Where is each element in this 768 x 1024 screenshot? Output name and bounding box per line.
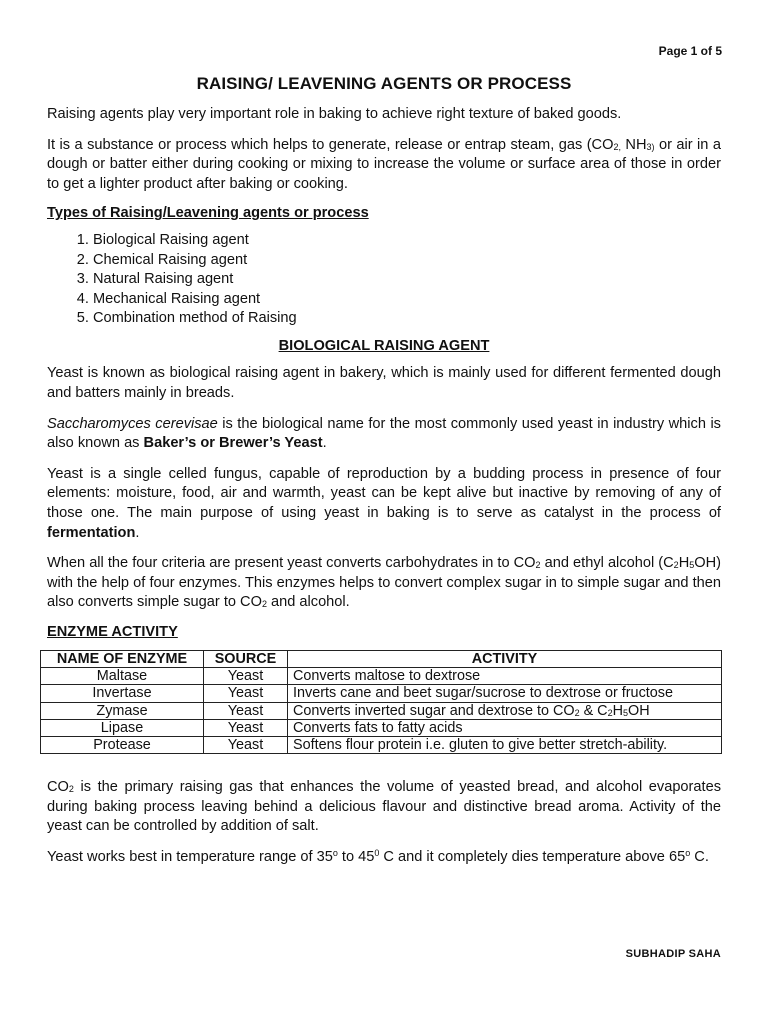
- enzyme-source: Yeast: [204, 685, 288, 702]
- enzyme-source: Yeast: [204, 719, 288, 736]
- bio-paragraph-4: When all the four criteria are present yeast converts carbohydrates in to $CO_2$ and ethyl alcohol $(C_2H_5OH)$ with the help of four enzymes. This enzymes helps to convert complex sugar in to simple sugar and then also converts simple sugar to $CO_2$ and alcohol.: [47, 555, 722, 611]
- page-number: Page 1 of 5: [658, 44, 722, 58]
- page-title: RAISING/ LEAVENING AGENTS OR PROCESS: [196, 74, 572, 93]
- bio-paragraph-1: Yeast is known as biological raising agent in bakery, which is mainly used for different fermented dough and batters mainly in breads.: [47, 365, 721, 401]
- enzyme-source: Yeast: [204, 668, 288, 685]
- enzyme-name: Maltase: [41, 668, 204, 685]
- enzyme-name: Invertase: [41, 685, 204, 702]
- enzyme-source: Yeast: [204, 736, 288, 753]
- temperature-paragraph: Yeast works best in temperature range of 35$^o$ to $45^0$ C and it completely dies temperature above 65$^o$ C.: [47, 847, 709, 865]
- enzyme-activity: Softens flour protein i.e. gluten to give better stretch-ability.: [288, 736, 722, 753]
- intro-paragraph-1: Raising agents play very important role in baking to achieve right texture of baked goods.: [47, 106, 622, 122]
- types-list: [47, 231, 721, 328]
- table-row: [41, 719, 722, 736]
- table-header-row: [41, 650, 722, 667]
- column-header: NAME OF ENZYME: [41, 650, 204, 667]
- enzyme-heading: ENZYME ACTIVITY: [47, 623, 178, 640]
- column-header: ACTIVITY: [288, 650, 722, 667]
- list-item: 4. Mechanical Raising agent: [93, 290, 721, 309]
- document-body: [47, 74, 721, 879]
- bio-paragraph-3: Yeast is a single celled fungus, capable of reproduction by a budding process in presence of four elements: moisture, food, air and warmth, yeast can be kept alive but inactive by removing of any of those one. The main purpose of using yeast in baking is to serve as catalyst in the process of fermentation.: [47, 465, 721, 541]
- enzyme-name: Zymase: [41, 702, 204, 719]
- types-heading: Types of Raising/Leavening agents or process: [47, 205, 369, 222]
- enzyme-activity: Converts inverted sugar and dextrose to $CO_2$ & $C_2H_5OH$: [288, 702, 722, 719]
- co2-paragraph: $CO_2$ is the primary raising gas that enhances the volume of yeasted bread, and alcohol evaporates during baking process leaving behind a delicious flavour and distinctive bread aroma. Activity of the yeast can be controlled by addition of salt.: [47, 779, 721, 835]
- column-header: SOURCE: [204, 650, 288, 667]
- list-item: 2. Chemical Raising agent: [93, 251, 721, 270]
- enzyme-activity: Converts fats to fatty acids: [288, 719, 722, 736]
- table-row: [41, 736, 722, 753]
- table-row: [41, 668, 722, 685]
- enzyme-table: [40, 650, 722, 754]
- enzyme-name: Protease: [41, 736, 204, 753]
- table-row: [41, 685, 722, 702]
- enzyme-activity: Inverts cane and beet sugar/sucrose to dextrose or fructose: [288, 685, 722, 702]
- enzyme-name: Lipase: [41, 719, 204, 736]
- list-item: 1. Biological Raising agent: [93, 231, 721, 250]
- table-row: [41, 702, 722, 719]
- intro-paragraph-2: It is a substance or process which helps to generate, release or entrap steam, gas ($CO_{2,}$ $NH_{3)}$ or air in a dough or batter either during cooking or mixing to increase the volume or surface area of those in order to get a lighter product after baking or cooking.: [47, 136, 721, 192]
- author-footer: SUBHADIP SAHA: [625, 948, 721, 960]
- enzyme-activity: Converts maltose to dextrose: [288, 668, 722, 685]
- enzyme-source: Yeast: [204, 702, 288, 719]
- biological-heading: BIOLOGICAL RAISING AGENT: [278, 338, 490, 355]
- list-item: 5. Combination method of Raising: [93, 309, 721, 328]
- bio-paragraph-2: Saccharomyces cerevisae is the biological name for the most commonly used yeast in industry which is also known as Baker’s or Brewer’s Yeast.: [47, 415, 721, 452]
- list-item: 3. Natural Raising agent: [93, 270, 721, 289]
